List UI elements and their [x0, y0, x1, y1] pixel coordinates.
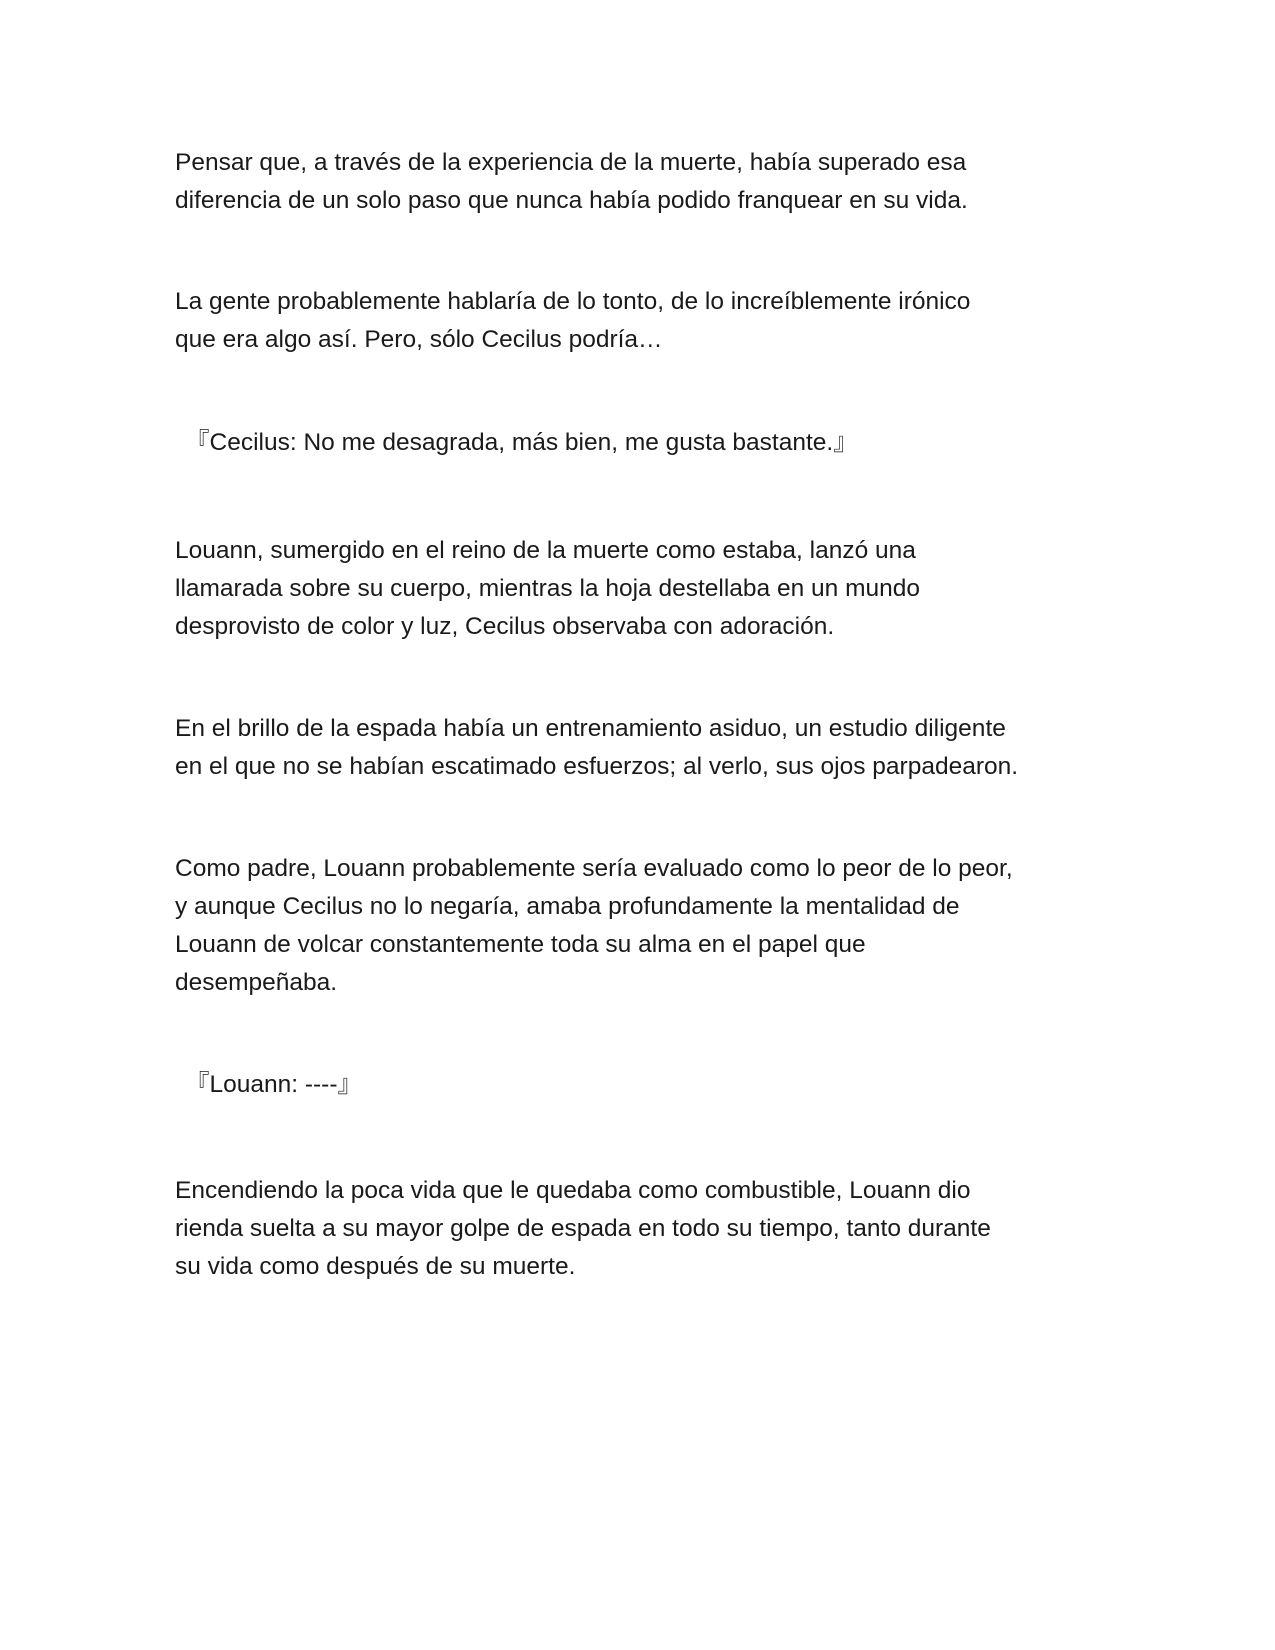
- paragraph-1: Pensar que, a través de la experiencia de la muerte, había superado esa diferencia de un solo paso que nunca había podido franquear en su vida.: [175, 149, 968, 214]
- dialogue-cecilus: 『Cecilus: No me desagrada, más bien, me gusta bastante.』: [185, 429, 858, 456]
- paragraph-4: En el brillo de la espada había un entrenamiento asiduo, un estudio diligente en el que no se habían escatimado esfuerzos; al verlo, sus ojos parpadearon.: [175, 715, 1019, 780]
- dialogue-louann: 『Louann: ----』: [185, 1071, 363, 1098]
- paragraph-3: Louann, sumergido en el reino de la muerte como estaba, lanzó una llamarada sobre su cuerpo, mientras la hoja destellaba en un mundo desprovisto de color y luz, Cecilus observaba con adoración.: [175, 537, 920, 640]
- paragraph-5: Como padre, Louann probablemente sería evaluado como lo peor de lo peor, y aunque Cecilus no lo negaría, amaba profundamente la mentalidad de Louann de volcar constantemente toda su alma en el papel que desempeñaba.: [175, 855, 1013, 996]
- paragraph-2: La gente probablemente hablaría de lo tonto, de lo increíblemente irónico que era algo así. Pero, sólo Cecilus podría…: [175, 288, 971, 353]
- paragraph-6: Encendiendo la poca vida que le quedaba como combustible, Louann dio rienda suelta a su mayor golpe de espada en todo su tiempo, tanto durante su vida como después de su muerte.: [175, 1177, 991, 1280]
